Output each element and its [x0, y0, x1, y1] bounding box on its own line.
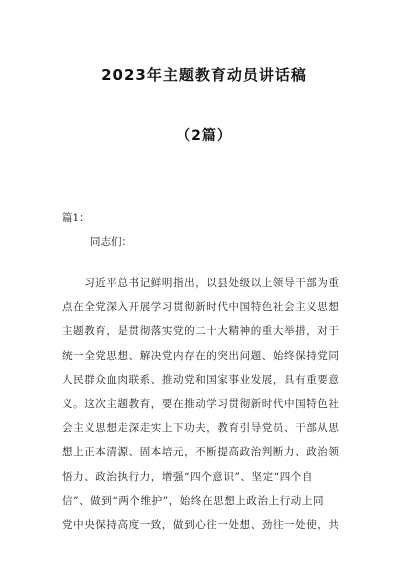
document-subtitle: （2篇） [176, 128, 232, 144]
paragraph-line: 主题教育，是贯彻落实党的二十大精神的重大举措，对于 [62, 325, 340, 338]
paragraph-line: 悟力、政治执行力，增强“四个意识”、坚定“四个自 [62, 470, 314, 483]
paragraph-line: 点在全党深入开展学习贯彻新时代中国特色社会主义思想 [62, 301, 340, 314]
paragraph-line: 会主义思想走深走实上下功夫，教育引导党员、干部从思 [62, 422, 340, 435]
paragraph-line: 想上正本清源、固本培元，不断提高政治判断力、政治领 [62, 446, 340, 459]
paragraph-line: 党中央保持高度一致，做到心往一处想、劲往一处使，共 [62, 518, 340, 531]
document-title: 2023年主题教育动员讲话稿 [101, 66, 307, 84]
paragraph-line: 统一全党思想、解决党内存在的突出问题、始终保持党同 [62, 349, 340, 362]
paragraph-line: 人民群众血肉联系、推动党和国家事业发展，具有重要意 [62, 373, 340, 386]
paragraph-line: 义。这次主题教育，要在推动学习贯彻新时代中国特色社 [62, 397, 340, 410]
paragraph-line: 习近平总书记鲜明指出，以县处级以上领导干部为重 [62, 277, 340, 289]
paragraph-line: 信”、做到“两个维护”，始终在思想上政治上行动上同 [62, 494, 325, 507]
section-label: 篇1： [62, 212, 90, 224]
speech-paragraph [62, 271, 352, 537]
salutation: 同志们： [90, 236, 132, 248]
